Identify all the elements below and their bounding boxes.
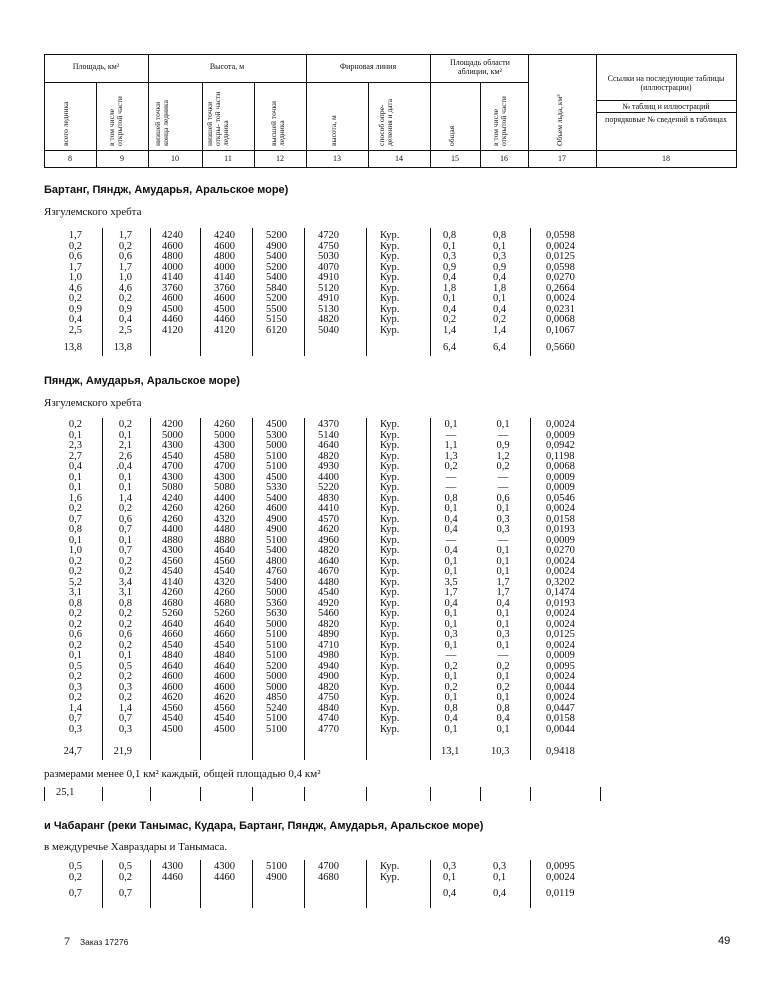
col12-heading: высшей точки ледника — [269, 100, 286, 146]
col-number: 17 — [558, 154, 566, 163]
s3-col13: 4700 4680 — [318, 861, 339, 883]
firn-group-heading: Фирновая линия — [339, 62, 397, 71]
col-number: 15 — [451, 154, 459, 163]
s2-total-col15: 13,1 — [441, 746, 460, 757]
col8-heading: всего ледника — [61, 101, 70, 146]
s3-col8: 0,5 0,2 — [68, 861, 82, 883]
col-number: 16 — [500, 154, 508, 163]
col16-heading: в том числе открытой части — [491, 96, 508, 146]
s2-col11: 4260 5000 4300 4580 4700 4300 5080 4400 4260 4320 4480 4880 4640 4560 4540 4320 4260 4680 5260 4640 4660 4540 4840 4640 4600 4600 4620 4560 4540 4500 — [214, 419, 235, 735]
s2-total-col16: 10,3 — [491, 746, 510, 757]
s2-total-col9: 21,9 — [113, 746, 132, 757]
section1-subtitle: Язгулемского хребта — [44, 206, 142, 218]
section1-title: Бартанг, Пяндж, Амударья, Аральское море) — [44, 184, 289, 196]
col-number: 18 — [662, 154, 670, 163]
s1-total-col15: 6,4 — [443, 342, 457, 353]
s3-total-col15: 0,4 — [443, 888, 457, 899]
s1-col8: 1,7 0,2 0,6 1,7 1,0 4,6 0,2 0,9 0,4 2,5 — [68, 230, 82, 336]
s3-total-col9: 0,7 — [118, 888, 132, 899]
col9-heading: в том числе открытой части — [107, 96, 124, 146]
col-number: 12 — [276, 154, 284, 163]
s3-col12: 5100 4900 — [266, 861, 287, 883]
s1-total-col16: 6,4 — [493, 342, 507, 353]
s3-col11: 4300 4460 — [214, 861, 235, 883]
col-number: 10 — [171, 154, 179, 163]
s1-col15: 0,8 0,1 0,3 0,9 0,4 1,8 0,1 0,4 0,2 1,4 — [443, 230, 457, 336]
col10-heading: низшей точки конца ледника — [153, 100, 170, 146]
page-number: 49 — [718, 935, 731, 947]
s3-col10: 4300 4460 — [162, 861, 183, 883]
s2-col16: 0,1 — 0,9 1,2 0,2 — — 0,6 0,1 0,3 0,3 — 0,1 0,1 0,1 1,7 1,7 0,4 0,1 0,1 0,3 0,1 — 0,2 0,1 0,2 0,1 0,8 0,4 0,1 — [496, 419, 510, 735]
s2-col8: 0,2 0,1 2,3 2,7 0,4 0,1 0,1 1,6 0,2 0,7 0,8 0,1 1,0 0,2 0,2 5,2 3,1 0,8 0,2 0,2 0,6 0,2 0,1 0,5 0,2 0,3 0,2 1,4 0,7 0,3 — [68, 419, 82, 735]
col-number: 14 — [395, 154, 403, 163]
col-number: 8 — [68, 154, 72, 163]
col-number: 13 — [333, 154, 341, 163]
section2-note-value: 25,1 — [56, 787, 75, 798]
section2-note: размерами менее 0,1 км² каждый, общей площадью 0,4 км² — [44, 768, 321, 780]
ice-volume-heading: Объем льда, км³ — [555, 94, 564, 146]
s1-col9: 1,7 0,2 0,6 1,7 1,0 4,6 0,2 0,9 0,4 2,5 — [118, 230, 132, 336]
s1-col14: Кур. Кур. Кур. Кур. Кур. Кур. Кур. Кур. Кур. Кур. — [380, 230, 400, 336]
section2-subtitle: Язгулемского хребта — [44, 397, 142, 409]
s3-col9: 0,5 0,2 — [118, 861, 132, 883]
s1-col10: 4240 4600 4800 4000 4140 3760 4600 4500 4460 4120 — [162, 230, 183, 336]
ablation-group-heading: Площадь области аблиции, км² — [450, 58, 510, 76]
s2-col12: 4500 5300 5000 5100 5100 4500 5330 5400 4600 4900 4900 5100 5400 4800 4760 5400 5000 5360 5630 5000 5100 5100 5100 5200 5000 5000 4850 5240 5100 5100 — [266, 419, 287, 735]
table-header — [44, 54, 736, 168]
s1-col12: 5200 4900 5400 5200 5400 5840 5200 5500 5150 6120 — [266, 230, 287, 336]
order-number: Заказ 17276 — [80, 937, 129, 947]
col14-heading: способ опре- деления и дата — [377, 98, 394, 146]
s3-col17: 0,0095 0,0024 — [546, 861, 575, 883]
s3-total-col17: 0,0119 — [546, 888, 575, 899]
height-group-heading: Высота, м — [209, 62, 245, 71]
s1-col13: 4720 4750 5030 4070 4910 5120 4910 5130 4820 5040 — [318, 230, 339, 336]
col13-heading: высота, м — [329, 115, 338, 146]
s2-col17: 0,0024 0,0009 0,0942 0,1198 0,0068 0,0009 0,0009 0,0546 0,0024 0,0158 0,0193 0,0009 0,0270 0,0024 0,0024 0,3202 0,1474 0,0193 0,0024 0,0024 0,0125 0,0024 0,0009 0,0095 0,0024 0,0044 0,0024 0,0447 0,0158 0,0044 — [546, 419, 575, 735]
s1-col16: 0,8 0,1 0,3 0,9 0,4 1,8 0,1 0,4 0,2 1,4 — [493, 230, 507, 336]
s2-col13: 4370 5140 4640 4820 4930 4400 5220 4830 4410 4570 4620 4960 4820 4640 4670 4480 4540 4920 5460 4820 4890 4710 4980 4940 4900 4820 4750 4840 4740 4770 — [318, 419, 339, 735]
section3-title: и Чабаранг (реки Танымас, Кудара, Бартанг, Пяндж, Амударья, Аральское море) — [44, 820, 484, 832]
s1-col11: 4240 4600 4800 4000 4140 3760 4600 4500 4460 4120 — [214, 230, 235, 336]
s2-col15: 0,1 — 1,1 1,3 0,2 — — 0,8 0,1 0,4 0,4 — 0,4 0,1 0,1 3,5 1,7 0,4 0,1 0,1 0,3 0,1 — 0,2 0,1 0,2 0,1 0,8 0,4 0,1 — [444, 419, 458, 735]
refs-order-heading: порядковые № сведений в таблицах — [605, 115, 727, 124]
area-group-heading: Площадь, км² — [72, 62, 120, 71]
s1-total-col17: 0,5660 — [546, 342, 575, 353]
s2-total-col17: 0,9418 — [546, 746, 575, 757]
s1-col17: 0,0598 0,0024 0,0125 0,0598 0,0270 0,2664 0,0024 0,0231 0,0068 0,1067 — [546, 230, 575, 336]
refs-tables-heading: № таблиц и иллюстраций — [622, 102, 710, 111]
s3-total-col16: 0,4 — [493, 888, 507, 899]
section2-title: Пяндж, Амударья, Аральское море) — [44, 375, 240, 387]
section3-subtitle: в междуречье Хавраздары и Танымаса. — [44, 841, 228, 853]
s2-total-col8: 24,7 — [63, 746, 82, 757]
printer-signature: 7 — [64, 934, 70, 948]
col11-heading: низшей точки откры- той части ледника — [205, 91, 230, 146]
s2-col14: Кур. Кур. Кур. Кур. Кур. Кур. Кур. Кур. Кур. Кур. Кур. Кур. Кур. Кур. Кур. Кур. Кур. Кур. Кур. Кур. Кур. Кур. Кур. Кур. Кур. Кур. Кур. Кур. Кур. Кур. — [380, 419, 400, 735]
s1-total-col9: 13,8 — [113, 342, 132, 353]
col15-heading: общая — [447, 125, 456, 146]
col-number: 11 — [224, 154, 232, 163]
s3-total-col8: 0,7 — [68, 888, 82, 899]
s3-col16: 0,3 0,1 — [493, 861, 507, 883]
col-number: 9 — [120, 154, 124, 163]
refs-title: Ссылки на последующие таблицы (иллюстрации) — [607, 74, 725, 92]
s2-col10: 4200 5000 4300 4540 4700 4300 5080 4240 4260 4260 4400 4880 4300 4560 4540 4140 4260 4680 5260 4640 4660 4540 4840 4640 4600 4600 4620 4560 4540 4500 — [162, 419, 183, 735]
s2-col9: 0,2 0,1 2,1 2,6 .0,4 0,1 0,1 1,4 0,2 0,6 0,7 0,1 0,7 0,2 0,2 3,4 3,1 0,8 0,2 0,2 0,6 0,2 0,1 0,5 0,2 0,3 0,2 1,4 0,7 0,3 — [116, 419, 132, 735]
s1-total-col8: 13,8 — [63, 342, 82, 353]
s3-col14: Кур. Кур. — [380, 861, 400, 883]
s3-col15: 0,3 0,1 — [443, 861, 457, 883]
